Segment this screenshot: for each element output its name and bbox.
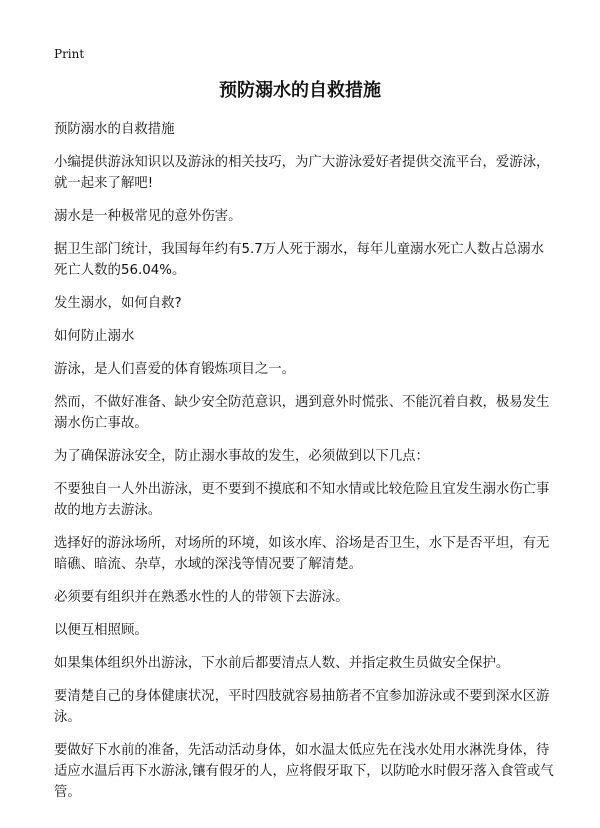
paragraph-16: 要做好下水前的准备，先活动活动身体，如水温太低应先在浅水处用水淋洗身体，待适应水温后再下水游泳,镶有假牙的人，应将假牙取下，以防呛水时假牙落入食管或气管。 [54,743,554,800]
paragraph-8: 然而，不做好准备、缺少安全防范意识，遇到意外时慌张、不能沉着自救，极易发生溺水伤亡事故。 [54,395,550,431]
article-title: 预防溺水的自救措施 [219,80,381,101]
paragraph-10: 不要独自一人外出游泳，更不要到不摸底和不知水情或比较危险且宜发生溺水伤亡事故的地方去游泳。 [54,482,550,518]
paragraph-7: 游泳，是人们喜爱的体育锻炼项目之一。 [54,362,296,377]
paragraph-3: 溺水是一种极常见的意外伤害。 [54,209,242,224]
paragraph-14: 如果集体组织外出游泳，下水前后都要清点人数、并指定救生员做安全保护。 [54,656,510,671]
paragraph-1: 预防溺水的自救措施 [54,122,175,137]
paragraph-9: 为了确保游泳安全，防止溺水事故的发生，必须做到以下几点： [54,449,429,464]
print-link[interactable]: Print [54,47,85,61]
paragraph-13: 以便互相照顾。 [54,623,148,638]
paragraph-15: 要清楚自己的身体健康状况，平时四肢就容易抽筋者不宜参加游泳或不要到深水区游泳。 [54,689,550,725]
paragraph-5: 发生溺水，如何自救? [54,296,182,311]
paragraph-2: 小编提供游泳知识以及游泳的相关技巧，为广大游泳爱好者提供交流平台，爱游泳，就一起来了解吧! [54,155,550,191]
paragraph-11: 选择好的游泳场所，对场所的环境，如该水库、浴场是否卫生，水下是否平坦，有无暗礁、暗流、杂草，水域的深浅等情况要了解清楚。 [54,536,550,572]
article-body [54,119,554,815]
paragraph-6: 如何防止溺水 [54,329,135,344]
paragraph-4: 据卫生部门统计，我国每年约有5.7万人死于溺水，每年儿童溺水死亡人数占总溺水死亡人数的56.04%。 [54,242,544,278]
paragraph-12: 必须要有组织并在熟悉水性的人的带领下去游泳。 [54,590,349,605]
